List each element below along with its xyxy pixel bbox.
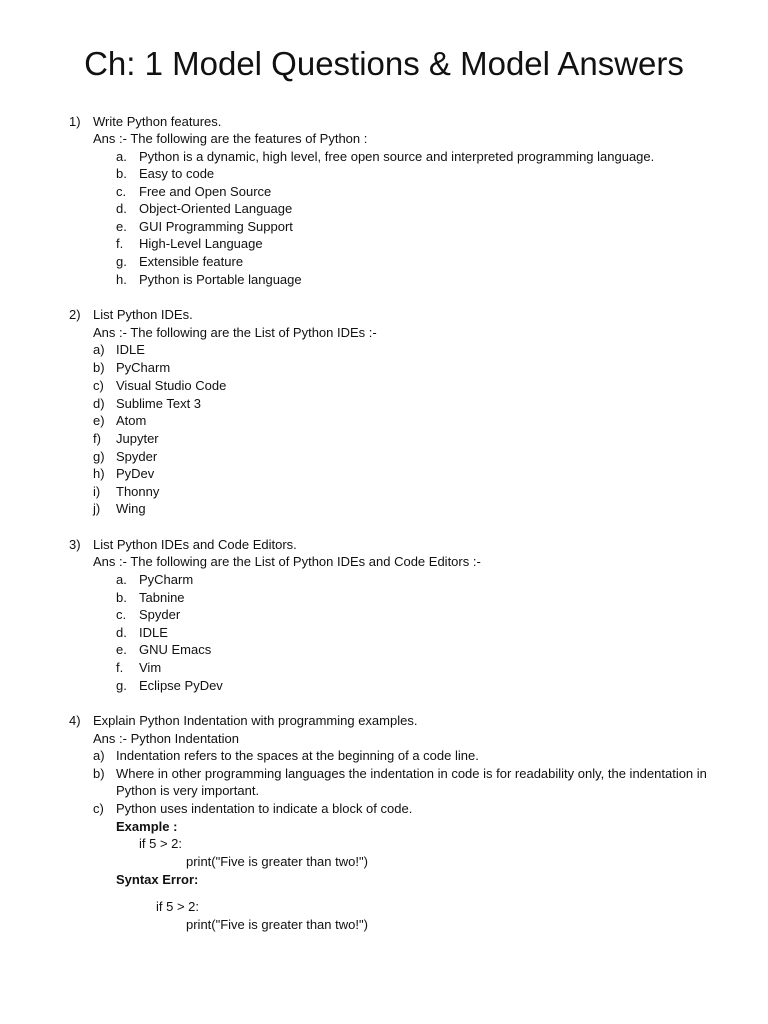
- list-marker: c.: [116, 184, 127, 199]
- code-line: print("Five is greater than two!"): [186, 854, 368, 869]
- list-marker: d.: [116, 201, 127, 216]
- list-text: Easy to code: [139, 166, 215, 181]
- list-text: Eclipse PyDev: [139, 678, 223, 693]
- question-number: 4): [69, 713, 81, 728]
- list-text: Indentation refers to the spaces at the beginning of a code line.: [116, 748, 479, 763]
- list-marker: g.: [116, 254, 127, 269]
- answer-intro: Ans :- Python Indentation: [93, 731, 239, 746]
- example-label: Example :: [116, 819, 178, 834]
- list-marker: f): [93, 431, 101, 446]
- list-marker: a.: [116, 149, 127, 164]
- question-text: List Python IDEs and Code Editors.: [93, 537, 297, 552]
- list-text: Object-Oriented Language: [139, 201, 293, 216]
- list-text: Vim: [139, 660, 162, 675]
- list-marker: g.: [116, 678, 127, 693]
- question-text: List Python IDEs.: [93, 307, 193, 322]
- question-number: 1): [69, 114, 81, 129]
- list-marker: c): [93, 378, 104, 393]
- list-text: GUI Programming Support: [139, 219, 293, 234]
- page-title: Ch: 1 Model Questions & Model Answers: [84, 45, 684, 82]
- list-text: Spyder: [139, 607, 181, 622]
- list-text: IDLE: [139, 625, 168, 640]
- question-number: 3): [69, 537, 81, 552]
- list-marker: c.: [116, 607, 127, 622]
- list-marker: d): [93, 396, 105, 411]
- list-marker: c): [93, 801, 104, 816]
- list-text: Atom: [116, 413, 147, 428]
- list-marker: b): [93, 360, 105, 375]
- list-text: Visual Studio Code: [116, 378, 227, 393]
- list-text: PyCharm: [139, 572, 194, 587]
- list-marker: f.: [116, 660, 124, 675]
- list-marker: b): [93, 766, 105, 781]
- list-text: Jupyter: [116, 431, 159, 446]
- list-marker: d.: [116, 625, 127, 640]
- list-text: PyDev: [116, 466, 155, 481]
- list-marker: h.: [116, 272, 127, 287]
- question-number: 2): [69, 307, 81, 322]
- list-text: Sublime Text 3: [116, 396, 202, 411]
- list-text: Python is Portable language: [139, 272, 302, 287]
- list-text: Tabnine: [139, 590, 185, 605]
- list-marker: b.: [116, 590, 127, 605]
- syntax-error-label: Syntax Error:: [116, 872, 199, 887]
- list-marker: j): [93, 501, 101, 516]
- list-marker: e.: [116, 219, 127, 234]
- list-text: Thonny: [116, 484, 160, 499]
- list-text: PyCharm: [116, 360, 171, 375]
- list-marker: b.: [116, 166, 127, 181]
- code-line: if 5 > 2:: [139, 836, 182, 851]
- list-text: High-Level Language: [139, 236, 263, 251]
- code-line: print("Five is greater than two!"): [186, 917, 368, 932]
- list-marker: a.: [116, 572, 127, 587]
- list-marker: f.: [116, 236, 124, 251]
- list-marker: e): [93, 413, 105, 428]
- list-text: Python uses indentation to indicate a block of code.: [116, 801, 413, 816]
- list-text: Python is a dynamic, high level, free open source and interpreted programming language.: [139, 149, 655, 164]
- list-text: Free and Open Source: [139, 184, 272, 199]
- list-marker: a): [93, 748, 105, 763]
- list-text: Spyder: [116, 449, 158, 464]
- list-text-continuation: Python is very important.: [116, 783, 260, 798]
- list-text: Wing: [116, 501, 146, 516]
- list-text: GNU Emacs: [139, 642, 212, 657]
- list-marker: h): [93, 466, 105, 481]
- list-text: Extensible feature: [139, 254, 244, 269]
- list-text: IDLE: [116, 342, 145, 357]
- list-text: Where in other programming languages the indentation in code is for readability only, the indentation in: [116, 766, 707, 781]
- question-text: Write Python features.: [93, 114, 222, 129]
- list-marker: a): [93, 342, 105, 357]
- list-marker: e.: [116, 642, 127, 657]
- list-marker: i): [93, 484, 101, 499]
- answer-intro: Ans :- The following are the List of Python IDEs and Code Editors :-: [93, 554, 481, 569]
- answer-intro: Ans :- The following are the List of Python IDEs :-: [93, 325, 377, 340]
- code-line: if 5 > 2:: [156, 899, 199, 914]
- list-marker: g): [93, 449, 105, 464]
- answer-intro: Ans :- The following are the features of Python :: [93, 131, 368, 146]
- question-text: Explain Python Indentation with programming examples.: [93, 713, 418, 728]
